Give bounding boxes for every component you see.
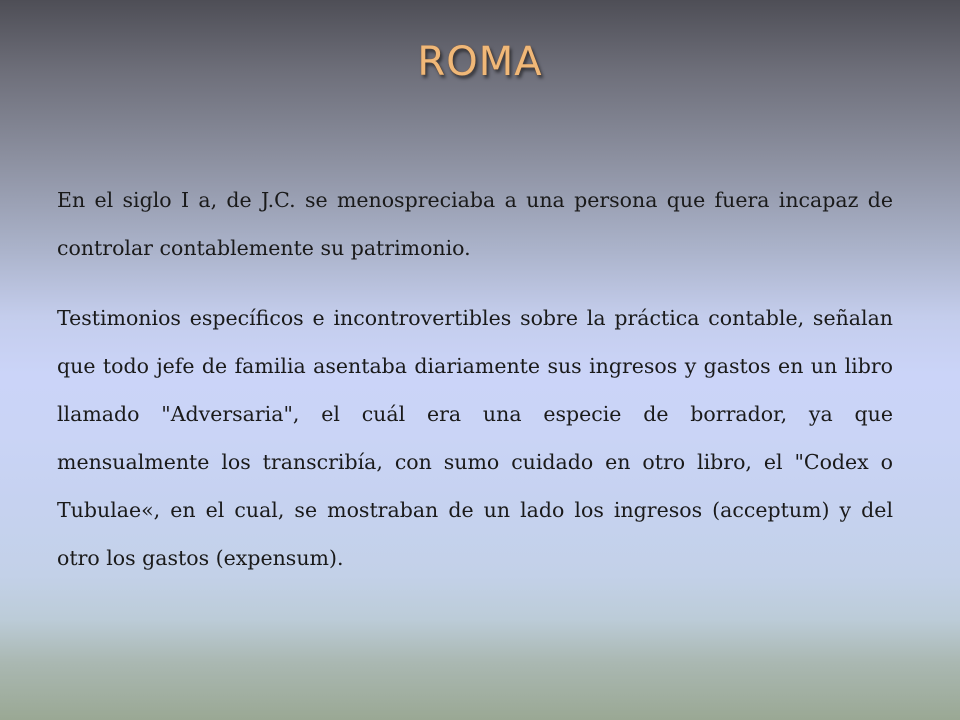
slide-body — [57, 176, 893, 582]
paragraph-1: En el siglo I a, de J.C. se menospreciaba a una persona que fuera incapaz de controlar contablemente su patrimonio. — [57, 188, 893, 260]
paragraph-2: Testimonios específicos e incontrovertibles sobre la práctica contable, señalan que todo jefe de familia asentaba diariamente sus ingresos y gastos en un libro llamado "Adversaria", el cuál era una especie de borrador, ya que mensualmente los transcribía, con sumo cuidado en otro libro, el "Codex o Tubulae«, en el cual, se mostraban de un lado los ingresos (acceptum) y del otro los gastos (expensum). — [57, 306, 893, 570]
slide-title: ROMA — [417, 39, 543, 85]
